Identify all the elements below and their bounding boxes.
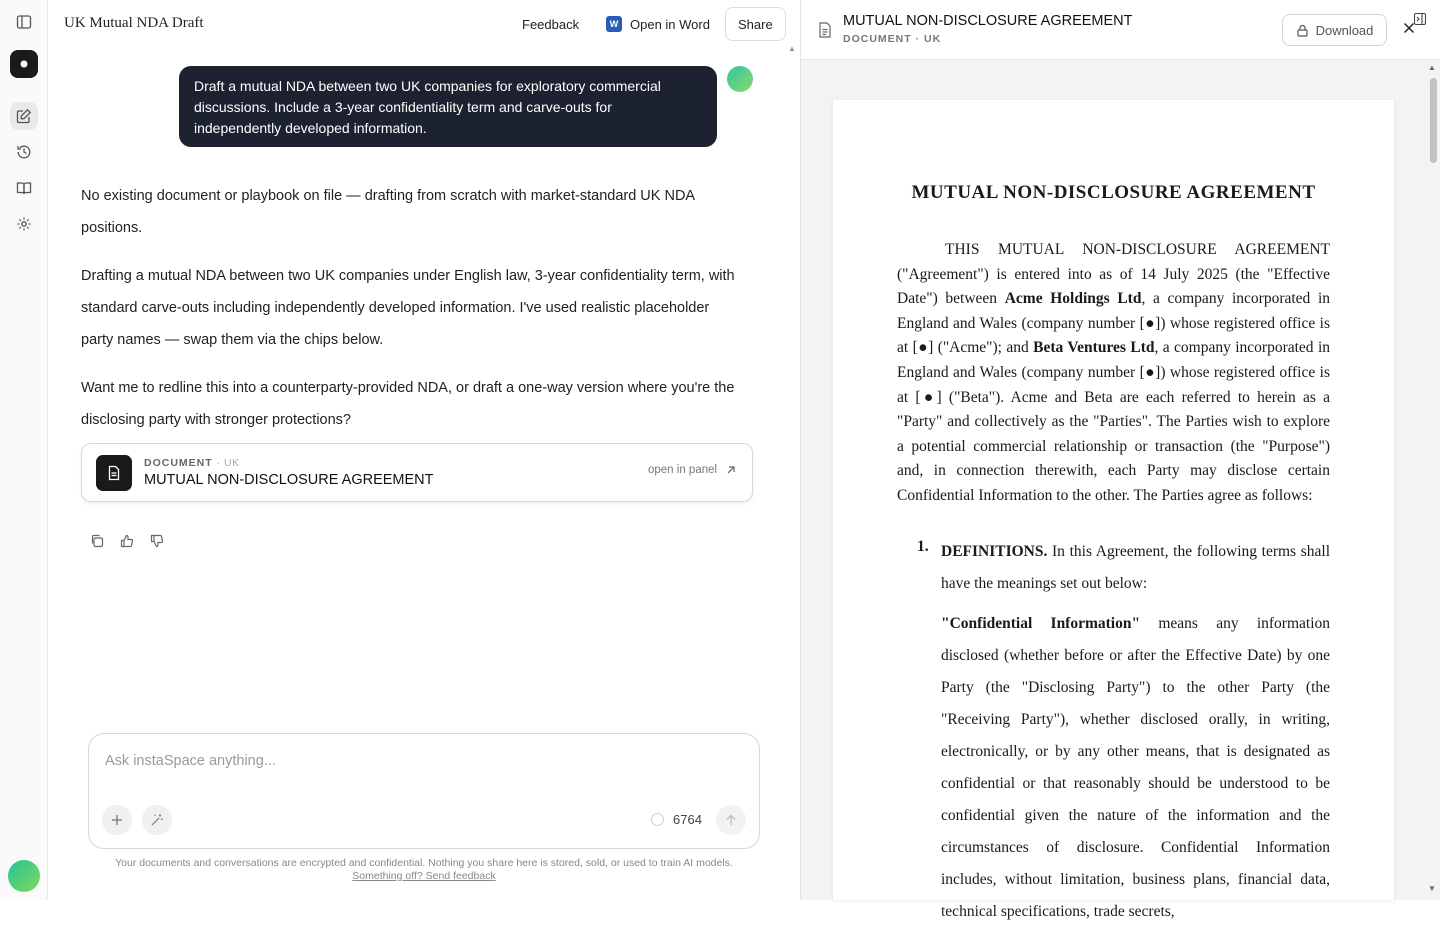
chat-scroll-up-arrow[interactable]: ▲ (788, 44, 796, 53)
open-in-word-label: Open in Word (630, 16, 710, 32)
lock-icon (1296, 24, 1309, 37)
document-heading: MUTUAL NON-DISCLOSURE AGREEMENT (911, 182, 1316, 203)
thumbs-down-icon (150, 534, 164, 548)
settings-button[interactable] (10, 210, 38, 238)
definition-text: means any information disclosed (whether before or after the Effective Date) by one Party (the "Disclosing Party") to the other Party (the "Receiving Party"), whether disclosed orally, in writing, electronically, or by any other means, that is designated as confidential or that reasonably should be understood to be confidential given the nature of the information and the circumstances of disclosure. Confidential Information includes, without limitation, business plans, financial data, technical specifications, trade secrets, (941, 615, 1330, 920)
magic-wand-icon (150, 813, 164, 827)
document-card-label (144, 457, 240, 469)
left-rail (0, 0, 48, 900)
document-panel-title: MUTUAL NON-DISCLOSURE AGREEMENT (843, 13, 1133, 29)
clause-number: 1. (917, 538, 929, 555)
document-card-icon-wrap (96, 455, 132, 491)
enhance-prompt-button[interactable] (142, 805, 172, 835)
document-kind: DOCUMENT (144, 457, 213, 469)
feedback-button[interactable]: Feedback (522, 16, 580, 32)
open-in-panel-label: open in panel (648, 464, 718, 476)
word-icon: W (606, 16, 622, 32)
credits-value: 6764 (673, 812, 702, 827)
assistant-paragraph: No existing document or playbook on file — drafting from scratch with market-standard UK NDA positions. (81, 188, 695, 236)
toggle-sidebar-button[interactable] (10, 8, 38, 36)
composer (88, 733, 760, 849)
chat-pane (48, 0, 800, 900)
thumbs-down-button[interactable] (146, 532, 168, 550)
user-message-bubble: Draft a mutual NDA between two UK companies for exploratory commercial discussions. Include a 3-year confidentiality term and carve-outs for independently developed information. (179, 66, 717, 147)
download-label: Download (1315, 22, 1374, 38)
clause-intro-text: In this Agreement, the following terms shall have the meanings set out below: (941, 543, 1330, 592)
library-button[interactable] (10, 174, 38, 202)
preamble-text: , a company incorporated in England and Wales (company number [●]) whose registered office is at [●] ("Acme"); and (897, 290, 1330, 357)
arrow-up-right-icon (725, 464, 737, 476)
new-chat-button[interactable] (10, 102, 38, 130)
thumbs-up-button[interactable] (116, 532, 138, 550)
defined-term: "Confidential Information" (941, 615, 1141, 632)
document-card-title: MUTUAL NON-DISCLOSURE AGREEMENT (144, 472, 434, 488)
open-in-panel-link[interactable] (648, 464, 737, 476)
credits-ring-icon (651, 813, 664, 826)
document-scrollbar[interactable] (1427, 60, 1440, 900)
open-in-word-button[interactable] (594, 7, 722, 41)
chat-title: UK Mutual NDA Draft (64, 15, 204, 31)
user-avatar[interactable] (8, 860, 40, 892)
privacy-disclaimer (88, 857, 760, 883)
plus-icon (110, 813, 124, 827)
assistant-paragraph: Want me to redline this into a counterparty-provided NDA, or draft a one-way version where you're the disclosing party with stronger protections? (81, 380, 735, 428)
chat-input[interactable] (105, 746, 725, 776)
document-panel-header (801, 0, 1440, 60)
document-scrollbar-thumb[interactable] (1430, 78, 1437, 163)
document-icon (106, 465, 122, 481)
user-message-avatar (727, 66, 753, 92)
scroll-up-arrow[interactable]: ▲ (1428, 63, 1436, 72)
document-preamble (897, 238, 1330, 509)
download-button[interactable] (1282, 14, 1387, 46)
party-b-name: Beta Ventures Ltd (1033, 339, 1155, 357)
clause-definitions (941, 536, 1330, 936)
send-feedback-link[interactable]: Something off? Send feedback (352, 870, 496, 882)
expand-panel-icon[interactable] (1413, 12, 1427, 26)
gear-icon (16, 216, 32, 232)
edit-icon (16, 108, 32, 124)
book-icon (16, 180, 32, 196)
send-button[interactable] (716, 805, 746, 835)
sidebar-icon (16, 14, 32, 30)
thumbs-up-icon (120, 534, 134, 548)
chat-header (48, 0, 800, 48)
history-icon (16, 144, 32, 160)
arrow-up-icon (724, 813, 738, 827)
attach-button[interactable] (102, 805, 132, 835)
clause-intro (941, 536, 1330, 600)
party-a-name: Acme Holdings Ltd (1004, 290, 1142, 308)
history-button[interactable] (10, 138, 38, 166)
document-panel (801, 0, 1440, 920)
app-logo-button[interactable] (10, 50, 38, 78)
assistant-message (81, 180, 741, 452)
copy-icon (90, 534, 104, 548)
document-jurisdiction: · UK (216, 457, 240, 469)
clause-heading: DEFINITIONS. (941, 543, 1048, 560)
assistant-paragraph: Drafting a mutual NDA between two UK companies under English law, 3-year confidentiality term, with standard carve-outs including independently developed information. I've used realistic placeholder party names — swap them via the chips below. (81, 268, 735, 348)
definition-confidential-information (941, 608, 1330, 928)
copy-button[interactable] (86, 532, 108, 550)
credits-counter (651, 812, 702, 827)
document-icon (818, 22, 832, 38)
disclaimer-text: Your documents and conversations are encrypted and confidential. Nothing you share here is stored, sold, or used to train AI models. (115, 857, 733, 869)
share-button[interactable]: Share (725, 7, 786, 41)
document-page (833, 100, 1394, 920)
document-panel-subtitle: DOCUMENT · UK (843, 33, 942, 45)
document-card[interactable] (81, 443, 753, 502)
scroll-down-arrow[interactable]: ▼ (1428, 884, 1436, 893)
preamble-text: , a company incorporated in England and Wales (company number [●]) whose registered office is at [●] ("Beta"). Acme and Beta are each referred to herein as a "Party" and collectively as the "Parties". The Parties wish to explore a potential commercial relationship or transaction (the "Purpose") and, in connection therewith, each Party may disclose certain Confidential Information to the other. The Parties agree as follows: (897, 339, 1331, 504)
preamble-text: THIS MUTUAL NON-DISCLOSURE AGREEMENT ("Agreement") is entered into as of 14 July 2025 (the "Effective Date") between (897, 241, 1330, 308)
message-actions (86, 532, 176, 550)
logo-dot-icon (16, 56, 32, 72)
